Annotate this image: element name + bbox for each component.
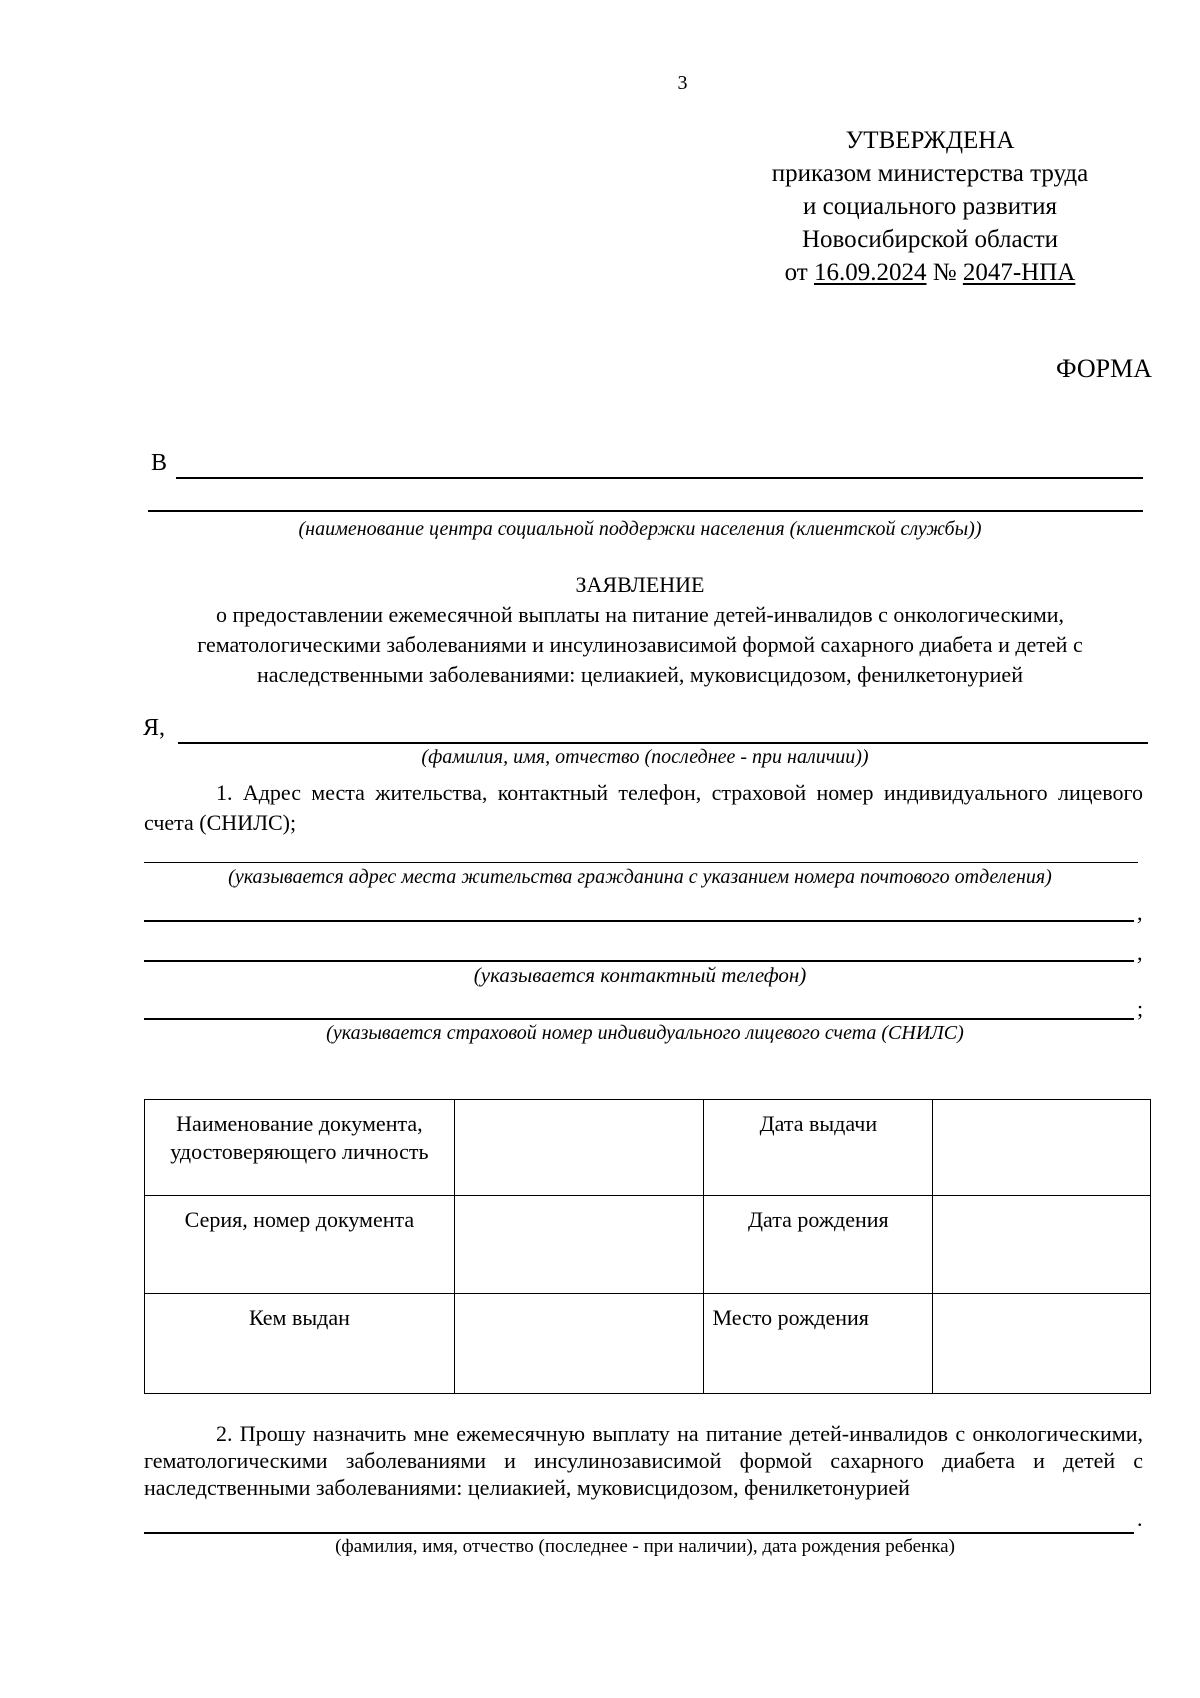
recipient-line-1[interactable] bbox=[176, 477, 1143, 479]
issue-date-value[interactable] bbox=[933, 1100, 1151, 1196]
statement-line-1: о предоставлении ежемесячной выплаты на питание детей-инвалидов с онкологическими, bbox=[215, 602, 1065, 627]
approval-date-prefix: от bbox=[784, 259, 808, 286]
approval-date-line bbox=[720, 256, 1140, 289]
section-1-body: 1. Адрес места жительства, контактный телефон, страховой номер индивидуального лицевого счета (СНИЛС); bbox=[144, 780, 1143, 835]
doc-series-label: Серия, номер документа bbox=[145, 1196, 455, 1294]
snils-caption: (указывается страховой номер индивидуального лицевого счета (СНИЛС) bbox=[326, 1022, 964, 1044]
identity-document-table bbox=[144, 1099, 1151, 1394]
statement-line-3: наследственными заболеваниями: целиакией, муковисцидозом, фенилкетонурией bbox=[257, 662, 1023, 687]
phone-line[interactable] bbox=[144, 960, 1134, 962]
approval-line-3: Новосибирской области bbox=[801, 226, 1059, 253]
section-2-period: . bbox=[1137, 1506, 1143, 1531]
statement-header bbox=[140, 570, 1140, 690]
birth-date-value[interactable] bbox=[933, 1196, 1151, 1294]
approval-stamp bbox=[720, 124, 1140, 289]
birth-place-value[interactable] bbox=[933, 1294, 1151, 1394]
approval-number: 2047-НПА bbox=[962, 259, 1076, 286]
phone-comma: , bbox=[1137, 940, 1143, 965]
recipient-prefix: В bbox=[151, 450, 168, 476]
statement-title: ЗАЯВЛЕНИЕ bbox=[575, 572, 705, 597]
section-2-body: 2. Прошу назначить мне ежемесячную выплату на питание детей-инвалидов с онкологическими, гематологическими заболеваниями и инсулинозависимой формой сахарного диабета и детей с наследственными заболеваниями: целиакией, муковисцидозом, фенилкетонурией bbox=[144, 1421, 1143, 1500]
page-number: 3 bbox=[677, 72, 688, 94]
birth-place-label: Место рождения bbox=[704, 1294, 933, 1394]
child-info-line[interactable] bbox=[144, 1532, 1134, 1534]
recipient-caption: (наименование центра социальной поддержки населения (клиентской службы)) bbox=[298, 518, 982, 540]
table-row bbox=[145, 1196, 1151, 1294]
approval-date: 16.09.2024 bbox=[814, 259, 927, 286]
recipient-line-2[interactable] bbox=[148, 510, 1143, 512]
snils-line[interactable] bbox=[144, 1018, 1134, 1020]
doc-series-value[interactable] bbox=[454, 1196, 704, 1294]
approval-line-1: приказом министерства труда bbox=[771, 160, 1089, 187]
applicant-name-line[interactable] bbox=[178, 742, 1148, 744]
phone-caption: (указывается контактный телефон) bbox=[473, 963, 807, 987]
issue-date-label: Дата выдачи bbox=[704, 1100, 933, 1196]
address-comma: , bbox=[1137, 900, 1143, 925]
applicant-caption: (фамилия, имя, отчество (последнее - при наличии)) bbox=[421, 746, 869, 768]
child-info-caption: (фамилия, имя, отчество (последнее - при наличии), дата рождения ребенка) bbox=[335, 1536, 955, 1557]
address-line-2[interactable] bbox=[144, 920, 1134, 922]
doc-name-value[interactable] bbox=[454, 1100, 704, 1196]
approval-title: УТВЕРЖДЕНА bbox=[845, 127, 1015, 154]
issued-by-label: Кем выдан bbox=[145, 1294, 455, 1394]
applicant-prefix: Я, bbox=[143, 715, 166, 741]
section-1-text bbox=[144, 778, 1143, 838]
issued-by-value[interactable] bbox=[454, 1294, 704, 1394]
doc-name-label: Наименование документа, удостоверяющего личность bbox=[145, 1100, 455, 1196]
snils-semicolon: ; bbox=[1137, 996, 1144, 1021]
address-caption: (указывается адрес места жительства гражданина с указанием номера почтового отделения) bbox=[228, 866, 1052, 888]
statement-line-2: гематологическими заболеваниями и инсулинозависимой формой сахарного диабета и детей с bbox=[197, 632, 1083, 657]
approval-line-2: и социального развития bbox=[803, 193, 1057, 220]
approval-number-sign: № bbox=[932, 259, 957, 286]
table-row bbox=[145, 1100, 1151, 1196]
table-row bbox=[145, 1294, 1151, 1394]
address-line[interactable] bbox=[144, 862, 1138, 863]
section-2-text bbox=[144, 1420, 1143, 1501]
birth-date-label: Дата рождения bbox=[704, 1196, 933, 1294]
form-label: ФОРМА bbox=[1056, 354, 1152, 383]
